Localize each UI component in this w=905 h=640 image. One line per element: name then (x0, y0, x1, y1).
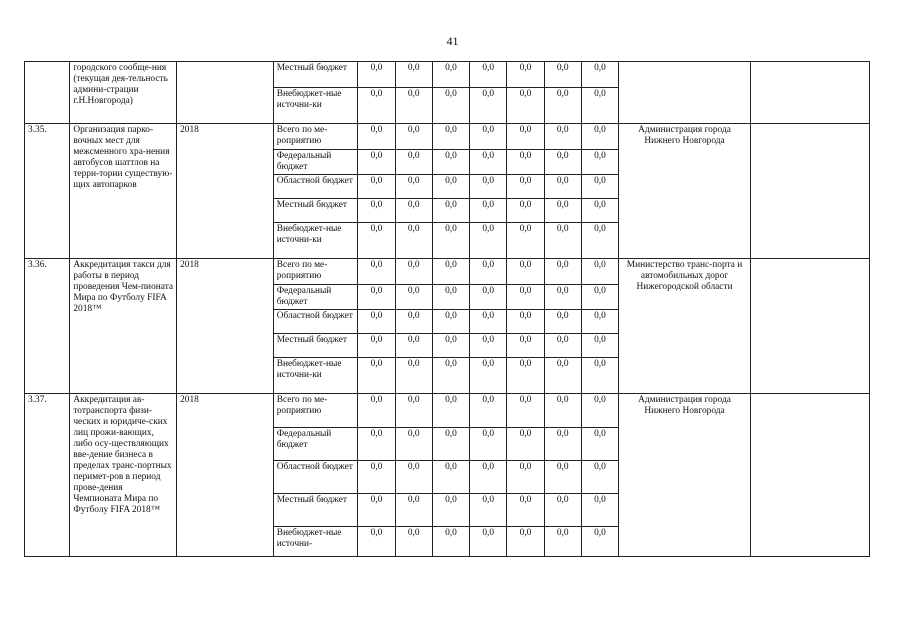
funding-value: 0,0 (432, 150, 469, 175)
funding-value: 0,0 (395, 334, 432, 358)
funding-source: Местный бюджет (273, 334, 358, 358)
table-body (25, 62, 870, 557)
funding-value: 0,0 (544, 124, 581, 150)
funding-value: 0,0 (581, 150, 618, 175)
activity-year: 2018 (177, 394, 274, 557)
funding-value: 0,0 (581, 334, 618, 358)
funding-value: 0,0 (470, 223, 507, 259)
funding-value: 0,0 (432, 310, 469, 334)
funding-value: 0,0 (544, 62, 581, 88)
funding-value: 0,0 (470, 150, 507, 175)
funding-value: 0,0 (544, 527, 581, 557)
funding-source: Федеральный бюджет (273, 285, 358, 310)
funding-value: 0,0 (507, 223, 544, 259)
funding-value: 0,0 (358, 334, 395, 358)
responsible-executor: Администрация города Нижнего Новгорода (619, 124, 751, 259)
funding-source: Федеральный бюджет (273, 150, 358, 175)
funding-value: 0,0 (395, 223, 432, 259)
funding-source: Всего по ме-роприятию (273, 394, 358, 428)
funding-value: 0,0 (358, 223, 395, 259)
funding-value: 0,0 (432, 285, 469, 310)
funding-value: 0,0 (470, 334, 507, 358)
funding-value: 0,0 (395, 285, 432, 310)
funding-value: 0,0 (581, 124, 618, 150)
activity-year: 2018 (177, 124, 274, 259)
funding-value: 0,0 (581, 494, 618, 527)
funding-value: 0,0 (507, 494, 544, 527)
activity-year: 2018 (177, 259, 274, 394)
responsible-executor: Администрация города Нижнего Новгорода (619, 394, 751, 557)
funding-value: 0,0 (470, 259, 507, 285)
funding-value: 0,0 (470, 88, 507, 124)
funding-value: 0,0 (470, 494, 507, 527)
funding-value: 0,0 (507, 461, 544, 494)
funding-value: 0,0 (358, 199, 395, 223)
funding-value: 0,0 (395, 461, 432, 494)
funding-value: 0,0 (358, 527, 395, 557)
funding-value: 0,0 (507, 310, 544, 334)
funding-value: 0,0 (470, 175, 507, 199)
funding-value: 0,0 (544, 428, 581, 461)
funding-value: 0,0 (544, 88, 581, 124)
item-number: 3.35. (25, 124, 70, 259)
funding-source: Внебюджет-ные источни- (273, 527, 358, 557)
funding-value: 0,0 (507, 285, 544, 310)
funding-value: 0,0 (581, 428, 618, 461)
funding-value: 0,0 (395, 394, 432, 428)
program-activities-table (24, 61, 870, 557)
funding-value: 0,0 (358, 124, 395, 150)
funding-value: 0,0 (395, 428, 432, 461)
activity-name: Аккредитация такси для работы в период проведения Чем-пионата Мира по Футболу FIFA 2018™ (70, 259, 177, 394)
notes-cell (751, 124, 870, 259)
funding-value: 0,0 (544, 259, 581, 285)
funding-value: 0,0 (544, 199, 581, 223)
funding-value: 0,0 (581, 394, 618, 428)
funding-value: 0,0 (358, 310, 395, 334)
funding-value: 0,0 (358, 285, 395, 310)
funding-value: 0,0 (470, 62, 507, 88)
funding-value: 0,0 (432, 394, 469, 428)
funding-source: Местный бюджет (273, 62, 358, 88)
funding-value: 0,0 (432, 223, 469, 259)
funding-value: 0,0 (358, 259, 395, 285)
funding-value: 0,0 (581, 62, 618, 88)
funding-value: 0,0 (581, 88, 618, 124)
funding-value: 0,0 (544, 394, 581, 428)
table-row (25, 62, 870, 88)
activity-name: городского сообще-ния (текущая дея-тельность админи-страции г.Н.Новгорода) (70, 62, 177, 124)
funding-value: 0,0 (470, 310, 507, 334)
funding-value: 0,0 (432, 259, 469, 285)
funding-value: 0,0 (358, 88, 395, 124)
funding-value: 0,0 (395, 527, 432, 557)
funding-value: 0,0 (470, 428, 507, 461)
funding-value: 0,0 (358, 394, 395, 428)
funding-value: 0,0 (395, 88, 432, 124)
activity-name: Организация парко-вочных мест для межсменного хра-нения автобусов шаттлов на терри-тории существую-щих автопарков (70, 124, 177, 259)
responsible-executor: Министерство транс-порта и автомобильных дорог Нижегородской области (619, 259, 751, 394)
funding-value: 0,0 (358, 461, 395, 494)
funding-value: 0,0 (507, 394, 544, 428)
funding-value: 0,0 (470, 461, 507, 494)
funding-source: Областной бюджет (273, 310, 358, 334)
funding-value: 0,0 (544, 150, 581, 175)
funding-value: 0,0 (432, 494, 469, 527)
funding-value: 0,0 (507, 199, 544, 223)
funding-source: Федеральный бюджет (273, 428, 358, 461)
funding-value: 0,0 (432, 88, 469, 124)
funding-value: 0,0 (432, 334, 469, 358)
funding-value: 0,0 (470, 394, 507, 428)
funding-value: 0,0 (395, 199, 432, 223)
activity-name: Аккредитация ав-тотранспорта физи-ческих и юридиче-ских лиц прожи-вающих, либо осу-ществляющих вве-дение бизнеса в пределах транс-портных перимет-ров в период прове-дения Чемпионата Мира по Футболу FIFA 2018™ (70, 394, 177, 557)
funding-value: 0,0 (358, 62, 395, 88)
funding-value: 0,0 (544, 358, 581, 394)
funding-value: 0,0 (395, 259, 432, 285)
funding-value: 0,0 (395, 310, 432, 334)
funding-value: 0,0 (432, 428, 469, 461)
funding-value: 0,0 (507, 358, 544, 394)
funding-source: Всего по ме-роприятию (273, 259, 358, 285)
table-row (25, 394, 870, 428)
funding-value: 0,0 (544, 223, 581, 259)
funding-value: 0,0 (507, 259, 544, 285)
funding-value: 0,0 (544, 175, 581, 199)
funding-value: 0,0 (470, 199, 507, 223)
responsible-executor (619, 62, 751, 124)
item-number: 3.36. (25, 259, 70, 394)
funding-source: Местный бюджет (273, 199, 358, 223)
funding-value: 0,0 (507, 428, 544, 461)
funding-value: 0,0 (470, 124, 507, 150)
item-number (25, 62, 70, 124)
funding-value: 0,0 (432, 175, 469, 199)
funding-value: 0,0 (395, 175, 432, 199)
funding-value: 0,0 (507, 175, 544, 199)
funding-value: 0,0 (395, 358, 432, 394)
funding-source: Внебюджет-ные источни-ки (273, 223, 358, 259)
funding-value: 0,0 (470, 527, 507, 557)
funding-value: 0,0 (358, 358, 395, 394)
funding-value: 0,0 (581, 175, 618, 199)
funding-value: 0,0 (581, 285, 618, 310)
funding-value: 0,0 (507, 124, 544, 150)
funding-value: 0,0 (581, 358, 618, 394)
funding-source: Внебюджет-ные источни-ки (273, 88, 358, 124)
funding-value: 0,0 (470, 285, 507, 310)
funding-value: 0,0 (507, 334, 544, 358)
page-number: 41 (446, 34, 459, 48)
funding-value: 0,0 (432, 461, 469, 494)
funding-value: 0,0 (544, 334, 581, 358)
funding-source: Всего по ме-роприятию (273, 124, 358, 150)
funding-value: 0,0 (544, 310, 581, 334)
funding-value: 0,0 (432, 199, 469, 223)
table-row (25, 124, 870, 150)
funding-value: 0,0 (507, 88, 544, 124)
funding-source: Внебюджет-ные источни-ки (273, 358, 358, 394)
notes-cell (751, 259, 870, 394)
notes-cell (751, 62, 870, 124)
funding-value: 0,0 (358, 175, 395, 199)
funding-value: 0,0 (581, 259, 618, 285)
funding-value: 0,0 (432, 358, 469, 394)
funding-source: Областной бюджет (273, 175, 358, 199)
funding-value: 0,0 (581, 199, 618, 223)
funding-value: 0,0 (358, 150, 395, 175)
funding-value: 0,0 (395, 150, 432, 175)
funding-value: 0,0 (544, 285, 581, 310)
funding-source: Местный бюджет (273, 494, 358, 527)
funding-value: 0,0 (358, 428, 395, 461)
notes-cell (751, 394, 870, 557)
funding-value: 0,0 (544, 494, 581, 527)
table-row (25, 259, 870, 285)
funding-source: Областной бюджет (273, 461, 358, 494)
item-number: 3.37. (25, 394, 70, 557)
funding-value: 0,0 (358, 494, 395, 527)
funding-value: 0,0 (544, 461, 581, 494)
funding-value: 0,0 (581, 527, 618, 557)
funding-value: 0,0 (581, 310, 618, 334)
funding-value: 0,0 (395, 124, 432, 150)
funding-value: 0,0 (470, 358, 507, 394)
funding-value: 0,0 (507, 62, 544, 88)
funding-value: 0,0 (432, 62, 469, 88)
activity-year (177, 62, 274, 124)
funding-value: 0,0 (395, 62, 432, 88)
funding-value: 0,0 (581, 223, 618, 259)
funding-value: 0,0 (432, 124, 469, 150)
funding-value: 0,0 (395, 494, 432, 527)
funding-value: 0,0 (507, 150, 544, 175)
funding-value: 0,0 (581, 461, 618, 494)
funding-value: 0,0 (432, 527, 469, 557)
funding-value: 0,0 (507, 527, 544, 557)
